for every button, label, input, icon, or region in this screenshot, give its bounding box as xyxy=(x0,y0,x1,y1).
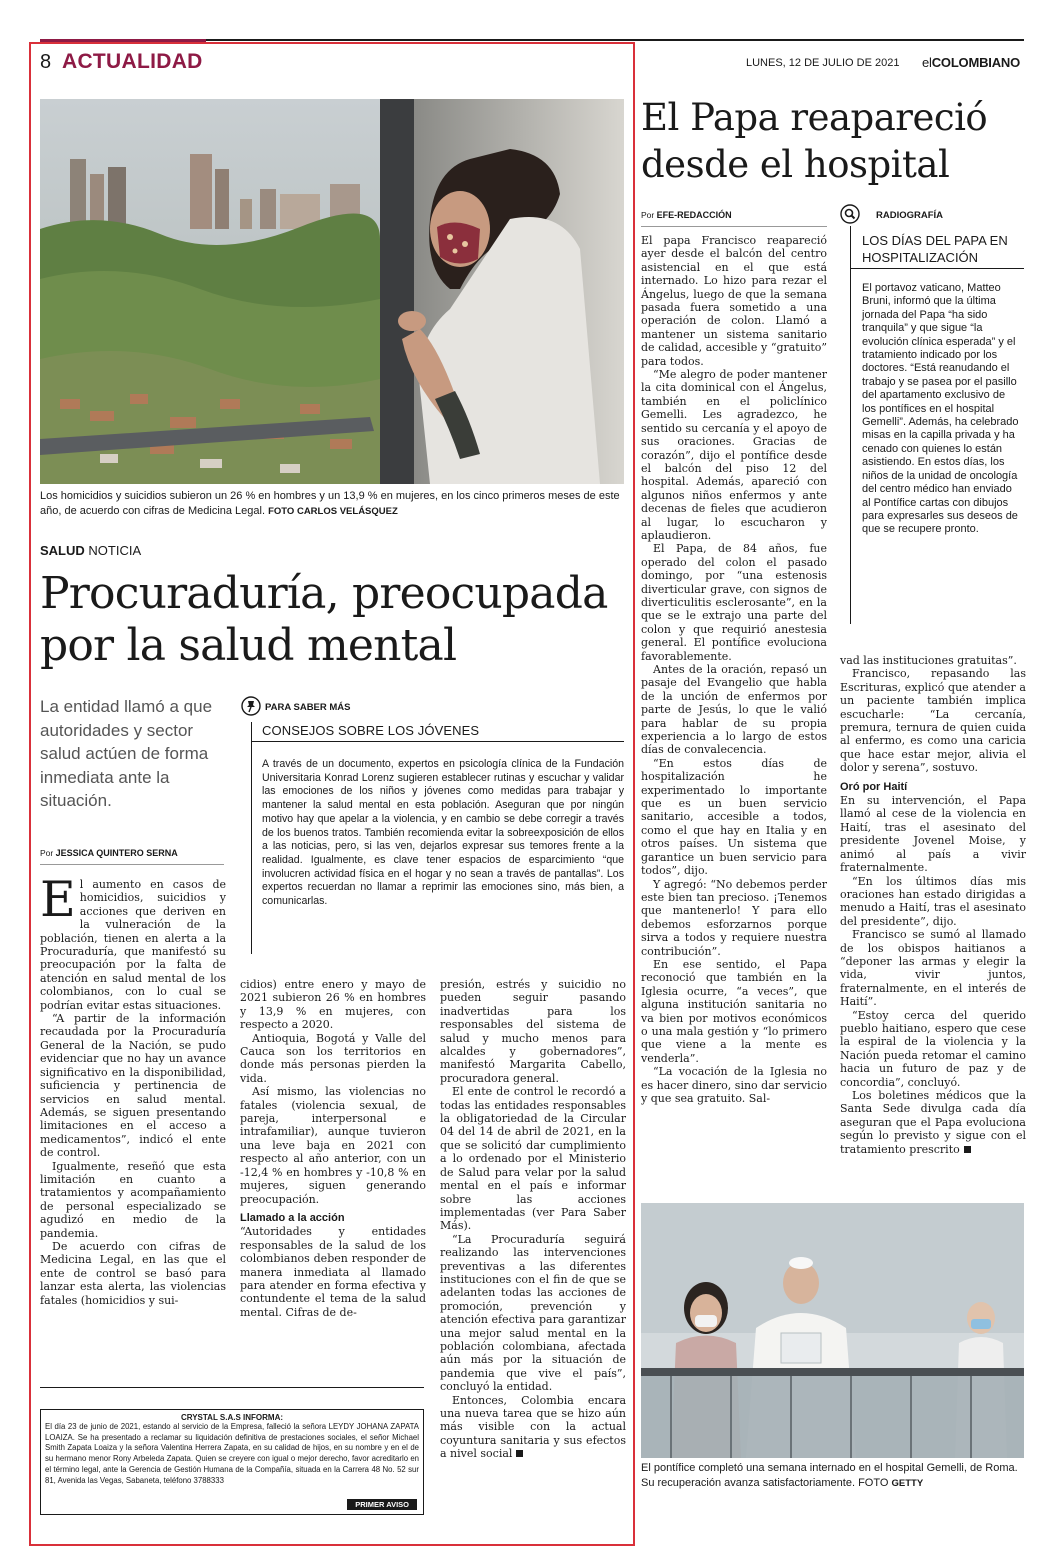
logo-prefix: el xyxy=(922,55,932,70)
sidebar-title: CONSEJOS SOBRE LOS JÓVENES xyxy=(262,723,480,738)
drop-cap: E xyxy=(40,871,76,928)
article-column-3 xyxy=(440,978,626,1461)
issue-date: LUNES, 12 DE JULIO DE 2021 xyxy=(746,57,900,69)
paragraph: “En los últimos días mis oraciones han estado dirigidas a menudo a Haití, tras el asesinato del presidente”, dijo. xyxy=(840,874,1026,928)
ad-rule xyxy=(40,1387,424,1388)
byline-rule xyxy=(40,864,224,865)
sidebar-rule xyxy=(251,722,252,954)
magnifier-icon xyxy=(840,204,860,224)
sidebar-rule xyxy=(850,226,851,624)
pin-icon xyxy=(241,696,261,716)
sidebar-label: RADIOGRAFÍA xyxy=(876,210,944,221)
byline-prefix: Por xyxy=(641,210,655,220)
paragraph: presión, estrés y suicidio no pueden seguir pasando inadvertidas para los responsables del sistema de salud y mucho menos para alcaldes y gobernadores”, manifestó Margarita Cabello, procuradora general. xyxy=(440,978,626,1085)
paragraph: l aumento en casos de homicidios, suicidios y acciones que deriven en la vulneración de la población, tienen en alerta a la Procuraduría, que manifestó su preocupación por la falta de atención en salud mental de los colombianos, con lo cual se podrían evitar estas situaciones. xyxy=(40,878,226,1012)
ad-text: El día 23 de junio de 2021, estando al servicio de la Empresa, falleció la señora LEYDY JOHANA ZAPATA LOAIZA. Se ha presentado a reclamar su liquidación definitiva de prestaciones sociales, el señor Michael Smith Zapata Loaiza y la señora Valentina Herrera Zapata, en su calidad de hijos, en su nombre y en el de su hermano menor Rony Arbeleda Zapata. Quien se creyere con igual o mejor derecho, favor acreditarlo en el término legal, ante la Gerencia de Gestión Humana de la Compañía, situada en la Carrera 48 No. 52 sur 81, Avenida las Vegas, Sabaneta, teléfono 3788333 xyxy=(45,1422,419,1485)
paragraph: Francisco se sumó al llamado de los obispos haitianos a “deponer las armas y elegir la vida, vivir juntos, fraternalmente, en el interés de Haití”. xyxy=(840,928,1026,1009)
byline-author: EFE-REDACCIÓN xyxy=(656,210,732,220)
paragraph: El ente de control le recordó a todas las entidades responsables la obligatoriedad de la Circular 04 del 14 de abril de 2021, en la que se solicitó dar cumplimiento a lo ordenado por el Ministerio de Salud para velar por la salud mental en el país e informar sobre las acciones implementadas (ver Para Saber Más). xyxy=(440,1085,626,1233)
paragraph: “En estos días de hospitalización he experimentado lo importante que es un buen servicio sanitario, accesible a todos, como el que hay en Italia y en otros países. Un sistema que garantice un buen servicio para todos”, dijo. xyxy=(641,756,827,878)
paragraph: Antioquia, Bogotá y Valle del Cauca son los territorios en donde más personas pierden la vida. xyxy=(240,1031,426,1085)
main-photo-caption xyxy=(40,489,624,519)
sidebar-body: A través de un documento, expertos en psicología clínica de la Fundación Universitaria Konrad Lorenz sugieren establecer rutinas y escuchar y validar las emociones de los niños y jóvenes como medidas para trabajar y mantener la salud mental en esta población. Aseguran que por ningún motivo hay que apelar a la violencia, y en cambio se debe corregir a través de los buenos tratos. También recomienda evitar la sobreexposición de ellos a las noticias, pero, si las ven, dejarlos expresar sus temores frente a la realidad. Igualmente, es clave tener espacios de esparcimiento “que involucren actividad física en el hogar y no sean a través de pantallas”. Los expertos recuerdan no llamar a reprimir las emociones sino, más bien, a comunicarlas. xyxy=(262,758,624,908)
right-article-column-1 xyxy=(641,234,827,1105)
right-article-headline: El Papa reapareció desde el hospital xyxy=(641,96,988,186)
photo-credit: FOTO CARLOS VELÁSQUEZ xyxy=(268,506,398,517)
end-mark xyxy=(516,1450,523,1457)
paragraph: Entonces, Colombia encara una nueva tarea que se hizo aún más visible con la actual coyuntura sanitaria y sus efectos a nivel social xyxy=(440,1393,626,1461)
subheading: Oró por Haití xyxy=(840,780,908,793)
paragraph: El papa Francisco reapareció ayer desde el balcón del centro asistencial en el que está internado. Lo hizo para rezar el Ángelus, luego de que la semana pasada fuera sometido a una operación de colon. Llamó a mantener un sistema sanitario de calidad, accesible y “gratuito” para todos. xyxy=(641,234,827,368)
paragraph: Y agregó: “No debemos perder este bien tan precioso. ¡Tenemos que mantenerlo! Y para ello debemos esforzarnos porque sirva a todos y requiere nuestra contribución”. xyxy=(641,877,827,958)
kicker-type: NOTICIA xyxy=(88,543,142,558)
paragraph: Igualmente, reseñó que esta limitación en cuanto a tratamientos y acompañamiento de personal especializado se agudizó en medio de la pandemia. xyxy=(40,1159,226,1240)
main-photo xyxy=(40,99,624,484)
paragraph: Antes de la oración, repasó un pasaje del Evangelio que habla de la unción de enfermos por parte de Jesús, lo que le valió para hablar de su propia experiencia a lo largo de estos días de convalecencia. xyxy=(641,663,827,757)
byline-prefix: Por xyxy=(40,848,54,858)
caption-text: Los homicidios y suicidios subieron un 26 % en hombres y un 13,9 % en mujeres, en los cinco primeros meses de este año, de acuerdo con cifras de Medicina Legal. xyxy=(40,490,620,517)
sidebar-title: LOS DÍAS DEL PAPA EN HOSPITALIZACIÓN xyxy=(862,233,1008,265)
paragraph: cidios) entre enero y mayo de 2021 subieron 26 % en hombres y 13,9 % en mujeres, con respecto a 2020. xyxy=(240,978,426,1032)
paragraph: Así mismo, las violencias no fatales (violencia sexual, de pareja, interpersonal e intrafamiliar), aunque tuvieron una leve baja en 2021 con respecto al año anterior, con un -12,4 % en hombres y -10,8 % en mujeres, siguen generando preocupación. xyxy=(240,1085,426,1206)
sidebar-body: El portavoz vaticano, Matteo Bruni, informó que la última jornada del Papa “ha sido tranquila” y que sigue “la evolución clínica esperada” y el tratamiento indicado por los doctores. “Está reanudando el trabajo y se pasea por el pasillo del apartamento exclusivo de los pontífices en el hospital Gemelli”. Además, ha celebrado misas en la capilla privada y ha cenado con quienes lo están asistiendo. En estos días, los niños de la unidad de oncología del centro médico han enviado al Pontífice cartas con dibujos para expresarles sus deseos de que se recupere pronto. xyxy=(862,282,1019,536)
paragraph: vad las instituciones gratuitas”. xyxy=(840,654,1017,667)
paragraph: “Estoy cerca del querido pueblo haitiano, espero que cese la espiral de la violencia y la Nación pueda retomar el camino hacia un futuro de paz y de concordia”, concluyó. xyxy=(840,1008,1026,1089)
sidebar-title-rule xyxy=(251,741,624,742)
photo-credit-prefix: FOTO xyxy=(858,1477,889,1489)
right-article-column-2 xyxy=(840,654,1026,1156)
byline-author: JESSICA QUINTERO SERNA xyxy=(55,848,178,858)
caption-text: El pontífice completó una semana internado en el hospital Gemelli, de Roma. Su recuperación avanza satisfactoriamente. xyxy=(641,1462,1018,1489)
logo-name: COLOMBIANO xyxy=(931,55,1020,70)
section-name: ACTUALIDAD xyxy=(62,50,203,73)
subheading: Llamado a la acción xyxy=(240,1211,345,1224)
classified-ad xyxy=(40,1409,424,1515)
pope-photo-illustration xyxy=(641,1203,1024,1458)
paragraph: En ese sentido, el Papa reconoció que también en la Iglesia ocurre, “a veces”, que alguna institución sanitaria no va bien por motivos económicos o una mala gestión y “lo primero que viene a la mente es venderla”. xyxy=(641,957,827,1065)
article-column-2 xyxy=(240,978,426,1319)
ad-title: CRYSTAL S.A.S INFORMA: xyxy=(180,1413,284,1422)
page-number: 8 xyxy=(40,51,52,73)
sidebar-label: PARA SABER MÁS xyxy=(265,702,351,713)
paragraph: “La vocación de la Iglesia no es hacer dinero, sino dar servicio y que sea gratuito. Sal- xyxy=(641,1065,827,1105)
paragraph: “Autoridades y entidades responsables de la salud de los colombianos deben responder de manera inmediata al llamado para atender en forma efectiva y contundente el tema de la salud mental. Cifras de de- xyxy=(240,1225,426,1319)
photo-credit-name: GETTY xyxy=(891,1478,924,1489)
paragraph: “Me alegro de poder mantener la cita dominical con el Ángelus, también en el policlínico Gemelli. Les agradezco, he sentido su cercanía y el apoyo de sus oraciones. Gracias de corazón”, dijo el pontífice desde el balcón del piso 12 del hospital. Además, apareció con algunos niños enfermos y ante decenas de fieles que acudieron al lugar, lo escucharon y aplaudieron. xyxy=(641,368,827,542)
article-column-1 xyxy=(40,871,226,1307)
pope-balcony-photo xyxy=(641,1203,1024,1458)
kicker-section: SALUD xyxy=(40,543,85,558)
article-headline: Procuraduría, preocupada por la salud mental xyxy=(40,568,608,671)
sidebar-title-rule xyxy=(850,268,1024,269)
paragraph: “A partir de la información recaudada por la Procuraduría General de la Nación, se pudo evidenciar que no hay un avance significativo en la disponibilidad, suficiencia y pertinencia de servicios en salud mental. Además, se siguen presentando limitaciones en el acceso a medicamentos”, indicó el ente de control. xyxy=(40,1012,226,1160)
paragraph: Francisco, repasando las Escrituras, explicó que atender a un paciente también implica escucharle: “La cercanía, premura, ternura de quien cuida al enfermo, es como una caricia que hace estar mejor, alivia el dolor y serena”, sostuvo. xyxy=(840,667,1026,775)
paragraph: El Papa, de 84 años, fue operado del colon el pasado domingo, por “una estenosis diverticular grave, con signos de diverticulitis esclerosante”, en la que se le extrajo una parte del colon y que requirió anestesia general. El pontífice evoluciona favorablemente. xyxy=(641,542,827,663)
article-byline xyxy=(40,848,178,858)
newspaper-logo xyxy=(922,55,1020,70)
right-photo-caption xyxy=(641,1461,1025,1491)
ad-badge: PRIMER AVISO xyxy=(347,1499,417,1510)
paragraph: Los boletines médicos que la Santa Sede divulga cada día aseguran que el Papa evoluciona según lo previsto y sigue con el tratamiento prescrito xyxy=(840,1089,1026,1156)
paragraph: En su intervención, el Papa llamó al cese de la violencia en Haití, tras el asesinato del presidente Jovenel Moise, y animó al país a vivir fraternalmente. xyxy=(840,794,1026,875)
byline-rule xyxy=(641,226,827,227)
article-kicker xyxy=(40,543,141,558)
end-mark xyxy=(964,1146,971,1153)
woman-window-photo xyxy=(40,99,624,484)
right-article-byline xyxy=(641,210,732,220)
paragraph: De acuerdo con cifras de Medicina Legal, en las que el ente de control se basó para lanzar esta alerta, las violencias fatales (homicidios y sui- xyxy=(40,1239,226,1307)
article-summary: La entidad llamó a que autoridades y sector salud actúen de forma inmediata ante la situación. xyxy=(40,697,213,810)
paragraph: “La Procuraduría seguirá realizando las intervenciones preventivas a las diferentes instituciones con el fin de que se adelanten todas las acciones de promoción, prevención y atención efectiva para garantizar una mejor salud mental en la población colombiana, afectada aún más por la situación de pandemia que vive el país”, concluyó la entidad. xyxy=(440,1232,626,1394)
